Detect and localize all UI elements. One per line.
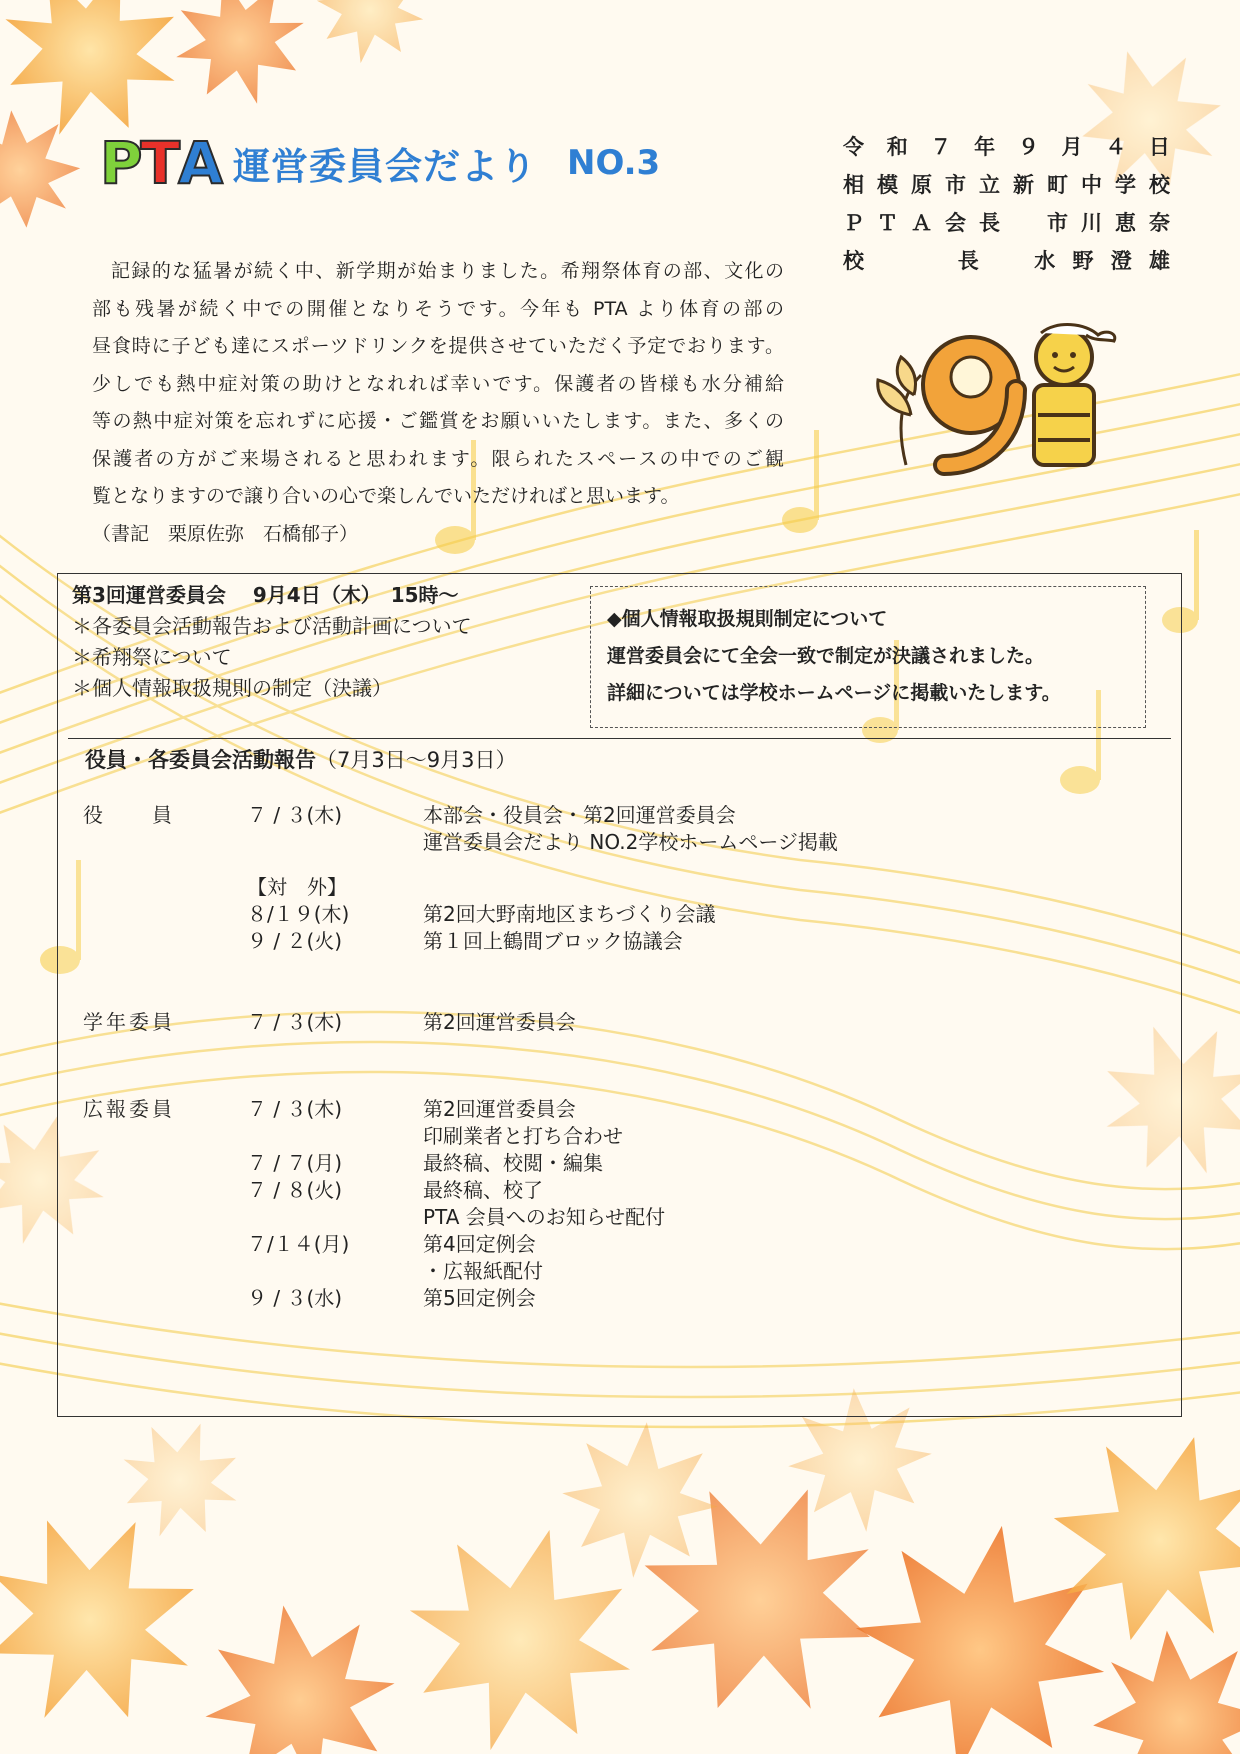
info-char: 日 bbox=[1148, 135, 1170, 159]
entry-activity: PTA 会員へのお知らせ配付 bbox=[423, 1205, 666, 1229]
table-row bbox=[83, 928, 1143, 955]
notice-line: 詳細については学校ホームページに掲載いたします。 bbox=[607, 682, 1061, 704]
table-row bbox=[83, 1123, 1143, 1150]
pta-logo-p: P bbox=[100, 129, 143, 197]
newsletter-title: 運営委員会だより bbox=[232, 145, 537, 188]
issuer-info bbox=[843, 128, 1170, 280]
table-row bbox=[83, 1009, 1143, 1036]
entry-activity: ・広報紙配付 bbox=[423, 1259, 543, 1283]
group-officers bbox=[83, 802, 1143, 955]
table-row bbox=[83, 901, 1143, 928]
privacy-rule-notice bbox=[590, 586, 1146, 728]
meeting-report-box bbox=[57, 573, 1182, 1417]
info-char: ７ bbox=[930, 135, 952, 159]
info-char: 長 bbox=[979, 211, 1000, 235]
pta-logo-t: T bbox=[140, 129, 181, 197]
pta-chair bbox=[843, 204, 1170, 242]
info-char: ４ bbox=[1105, 135, 1127, 159]
table-row bbox=[83, 1150, 1143, 1177]
info-char: 年 bbox=[974, 135, 996, 159]
principal bbox=[843, 242, 1170, 280]
activity-report-list bbox=[83, 802, 1143, 1312]
info-char: 新 bbox=[1013, 173, 1034, 197]
greeting-line: 覧となりますので譲り合いの心で楽しんでいただければと思います。 bbox=[92, 485, 680, 507]
report-period: （7月3日～9月3日） bbox=[316, 748, 517, 772]
entry-activity: 最終稿、校了 bbox=[423, 1178, 543, 1202]
entry-activity: 第5回定例会 bbox=[423, 1286, 536, 1310]
table-row bbox=[83, 1204, 1143, 1231]
moon-character-icon bbox=[1034, 325, 1115, 465]
pta-logo-a: A bbox=[178, 129, 223, 197]
table-row bbox=[83, 1285, 1143, 1312]
info-char: 水 bbox=[1034, 249, 1056, 273]
table-row bbox=[83, 1258, 1143, 1285]
agenda-item: ＊各委員会活動報告および活動計画について bbox=[72, 614, 472, 638]
notice-line: 運営委員会にて全会一致で制定が決議されました。 bbox=[607, 645, 1045, 667]
entry-date: ７ / ３(木) bbox=[247, 1010, 343, 1034]
entry-date: ７ / ８(火) bbox=[247, 1178, 343, 1202]
info-char: 市 bbox=[1047, 211, 1068, 235]
meeting-agenda bbox=[72, 580, 472, 704]
info-char: 澄 bbox=[1110, 249, 1132, 273]
info-char: Ａ bbox=[911, 211, 932, 235]
info-char: 原 bbox=[911, 173, 932, 197]
table-row bbox=[83, 1177, 1143, 1204]
info-char: 模 bbox=[877, 173, 898, 197]
entry-activity: 第１回上鶴間ブロック協議会 bbox=[423, 929, 683, 953]
section-divider bbox=[68, 738, 1171, 739]
entry-date: ９ / ３(水) bbox=[247, 1286, 343, 1310]
info-char bbox=[920, 242, 941, 280]
entry-activity: 運営委員会だより NO.2学校ホームページ掲載 bbox=[423, 830, 838, 854]
info-char: 令 bbox=[843, 135, 864, 159]
info-char: 町 bbox=[1047, 173, 1068, 197]
greeting-line: 等の熱中症対策を忘れずに応援・ご鑑賞をお願いいたします。また、多くの bbox=[92, 410, 784, 432]
entry-date: ９ / ２(火) bbox=[247, 929, 343, 953]
info-char: 相 bbox=[843, 173, 864, 197]
info-char: 和 bbox=[886, 135, 908, 159]
group-grade-committee bbox=[83, 1009, 1143, 1036]
info-char: 川 bbox=[1081, 211, 1102, 235]
agenda-item: ＊個人情報取扱規則の制定（決議） bbox=[72, 676, 392, 700]
info-char: 中 bbox=[1081, 173, 1102, 197]
greeting-line: 記録的な猛暑が続く中、新学期が始まりました。希翔祭体育の部、文化の bbox=[111, 260, 784, 282]
role-label: 役 員 bbox=[83, 803, 175, 827]
info-char: 長 bbox=[957, 249, 979, 273]
info-char: 月 bbox=[1061, 135, 1083, 159]
nine-character-icon bbox=[923, 337, 1019, 465]
info-char: 学 bbox=[1115, 173, 1136, 197]
newsletter-header bbox=[100, 128, 660, 198]
table-row bbox=[83, 802, 1143, 829]
greeting-signature: （書記 栗原佐弥 石橋郁子） bbox=[92, 522, 359, 545]
info-char: 野 bbox=[1072, 249, 1094, 273]
greeting-text bbox=[92, 253, 784, 553]
september-illustration bbox=[866, 315, 1126, 485]
table-row bbox=[83, 874, 1143, 901]
entry-activity: 第2回運営委員会 bbox=[423, 1097, 576, 1121]
pta-logo bbox=[100, 129, 223, 197]
entry-date: ７/１４(月) bbox=[247, 1232, 350, 1256]
meeting-title: 第3回運営委員会 9月4日（木） 15時～ bbox=[72, 583, 459, 607]
info-char: Ｔ bbox=[877, 211, 898, 235]
entry-activity: 印刷業者と打ち合わせ bbox=[423, 1124, 623, 1148]
entry-date: ７ / ３(木) bbox=[247, 1097, 343, 1121]
info-char: 校 bbox=[1149, 173, 1170, 197]
info-char: ９ bbox=[1017, 135, 1039, 159]
group-pr-committee bbox=[83, 1096, 1143, 1312]
role-label: 広報委員 bbox=[83, 1097, 175, 1121]
leaf-sprig-icon bbox=[878, 357, 921, 465]
issue-number: NO.3 bbox=[566, 143, 661, 183]
greeting-line: 少しでも熱中症対策の助けとなれれば幸いです。保護者の皆様も水分補給 bbox=[92, 372, 784, 395]
info-char: Ｐ bbox=[843, 211, 864, 235]
activity-report-title bbox=[85, 744, 516, 774]
info-char: 奈 bbox=[1149, 211, 1170, 235]
table-row bbox=[83, 1231, 1143, 1258]
info-char: 雄 bbox=[1149, 249, 1170, 273]
entry-date: ７ / ３(木) bbox=[247, 803, 343, 827]
info-char bbox=[881, 242, 902, 280]
report-heading: 役員・各委員会活動報告 bbox=[85, 748, 316, 772]
entry-activity: 第2回運営委員会 bbox=[423, 1010, 576, 1034]
issue-date bbox=[843, 128, 1170, 166]
info-char: 立 bbox=[979, 173, 1000, 197]
external-label: 【対 外】 bbox=[247, 875, 347, 899]
table-row bbox=[83, 1096, 1143, 1123]
info-char: 校 bbox=[843, 249, 864, 273]
school-name bbox=[843, 166, 1170, 204]
entry-activity: 第4回定例会 bbox=[423, 1232, 536, 1256]
entry-activity: 最終稿、校閲・編集 bbox=[423, 1151, 603, 1175]
entry-date: ８/１９(木) bbox=[247, 902, 350, 926]
agenda-item: ＊希翔祭について bbox=[72, 645, 232, 669]
entry-activity: 本部会・役員会・第2回運営委員会 bbox=[423, 803, 736, 827]
info-char: 市 bbox=[945, 173, 966, 197]
notice-title: ◆個人情報取扱規則制定について bbox=[607, 608, 888, 630]
greeting-line: 部も残暑が続く中での開催となりそうです。今年も PTA より体育の部の bbox=[92, 297, 784, 320]
role-label: 学年委員 bbox=[83, 1010, 175, 1034]
entry-date: ７ / ７(月) bbox=[247, 1151, 343, 1175]
info-char bbox=[996, 242, 1017, 280]
greeting-line: 昼食時に子ども達にスポーツドリンクを提供させていただく予定でおります。 bbox=[92, 335, 784, 357]
entry-activity: 第2回大野南地区まちづくり会議 bbox=[423, 902, 716, 926]
info-char: 恵 bbox=[1115, 211, 1136, 235]
table-row bbox=[83, 829, 1143, 856]
greeting-line: 保護者の方がご来場されると思われます。限られたスペースの中でのご観 bbox=[92, 447, 784, 470]
info-char bbox=[1013, 204, 1034, 242]
info-char: 会 bbox=[945, 211, 966, 235]
